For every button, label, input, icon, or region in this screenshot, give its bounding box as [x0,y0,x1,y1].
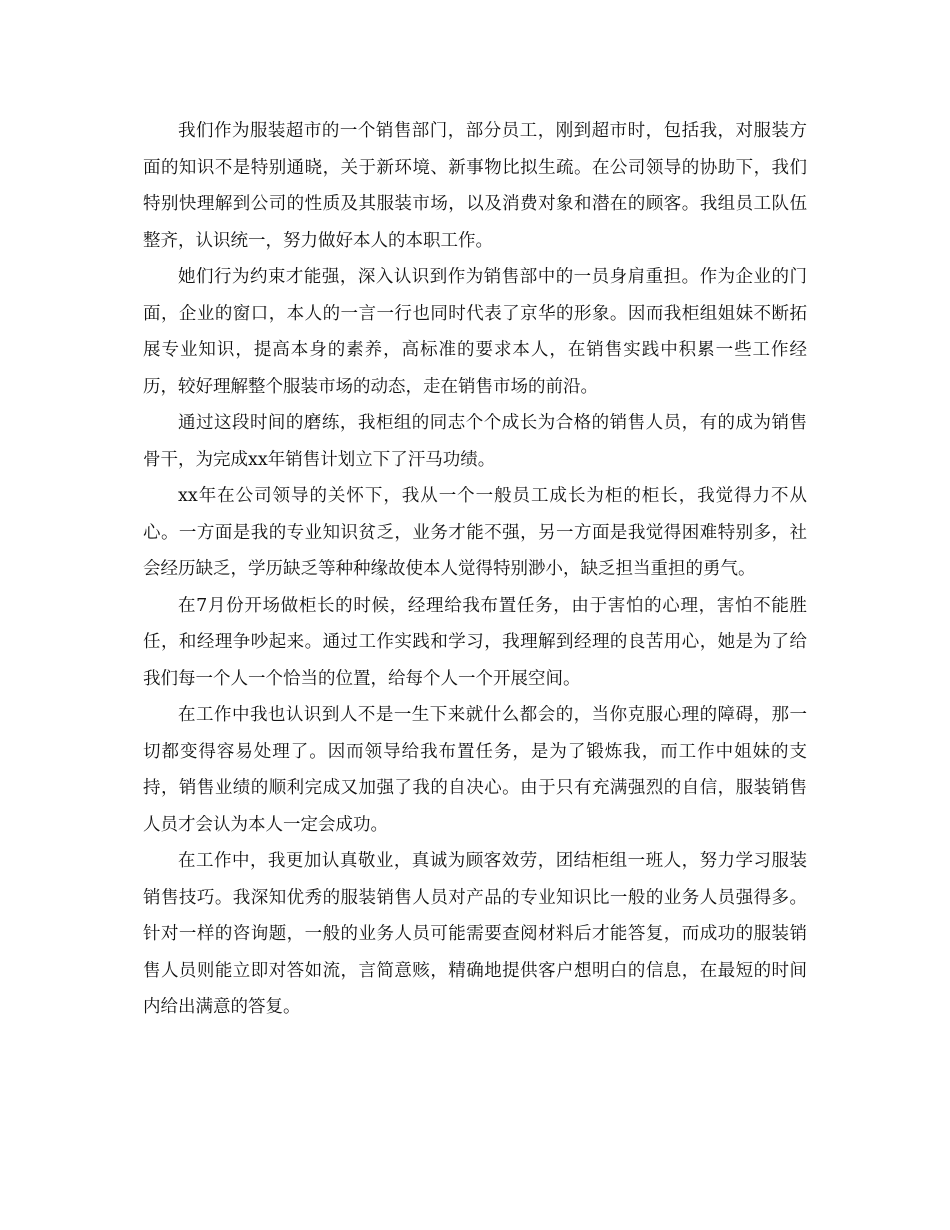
paragraph-2: 她们行为约束才能强，深入认识到作为销售部中的一员身肩重担。作为企业的门面，企业的窗口，本人的一言一行也同时代表了京华的形象。因而我柜组姐妹不断拓展专业知识，提高本身的素养，高标准的要求本人，在销售实践中积累一些工作经历，较好理解整个服装市场的动态，走在销售市场的前沿。 [143,267,807,397]
paragraph-4: xx年在公司领导的关怀下，我从一个一般员工成长为柜的柜长，我觉得力不从心。一方面是我的专业知识贫乏，业务才能不强，另一方面是我觉得困难特别多，社会经历缺乏，学历缺乏等种种缘故使本人觉得特别渺小，缺乏担当重担的勇气。 [143,486,807,579]
paragraph-3: 通过这段时间的磨练，我柜组的同志个个成长为合格的销售人员，有的成为销售骨干，为完成xx年销售计划立下了汗马功绩。 [143,413,807,470]
document-body [143,113,807,1026]
paragraph-5: 在7月份开场做柜长的时候，经理给我布置任务，由于害怕的心理，害怕不能胜任，和经理争吵起来。通过工作实践和学习，我理解到经理的良苦用心，她是为了给我们每一个人一个恰当的位置，给每个人一个开展空间。 [143,595,807,689]
paragraph-7: 在工作中，我更加认真敬业，真诚为顾客效劳，团结柜组一班人，努力学习服装销售技巧。我深知优秀的服装销售人员对产品的专业知识比一般的业务人员强得多。针对一样的咨询题，一般的业务人员可能需要查阅材料后才能答复，而成功的服装销售人员则能立即对答如流，言简意赅，精确地提供客户想明白的信息，在最短的时间内给出满意的答复。 [143,851,807,1017]
paragraph-1: 我们作为服装超市的一个销售部门，部分员工，刚到超市时，包括我，对服装方面的知识不是特别通晓，关于新环境、新事物比拟生疏。在公司领导的协助下，我们特别快理解到公司的性质及其服装市场，以及消费对象和潜在的顾客。我组员工队伍整齐，认识统一，努力做好本人的本职工作。 [143,121,807,251]
paragraph-6: 在工作中我也认识到人不是一生下来就什么都会的，当你克服心理的障碍，那一切都变得容易处理了。因而领导给我布置任务，是为了锻炼我，而工作中姐妹的支持，销售业绩的顺利完成又加强了我的自决心。由于只有充满强烈的自信，服装销售人员才会认为本人一定会成功。 [143,705,807,835]
